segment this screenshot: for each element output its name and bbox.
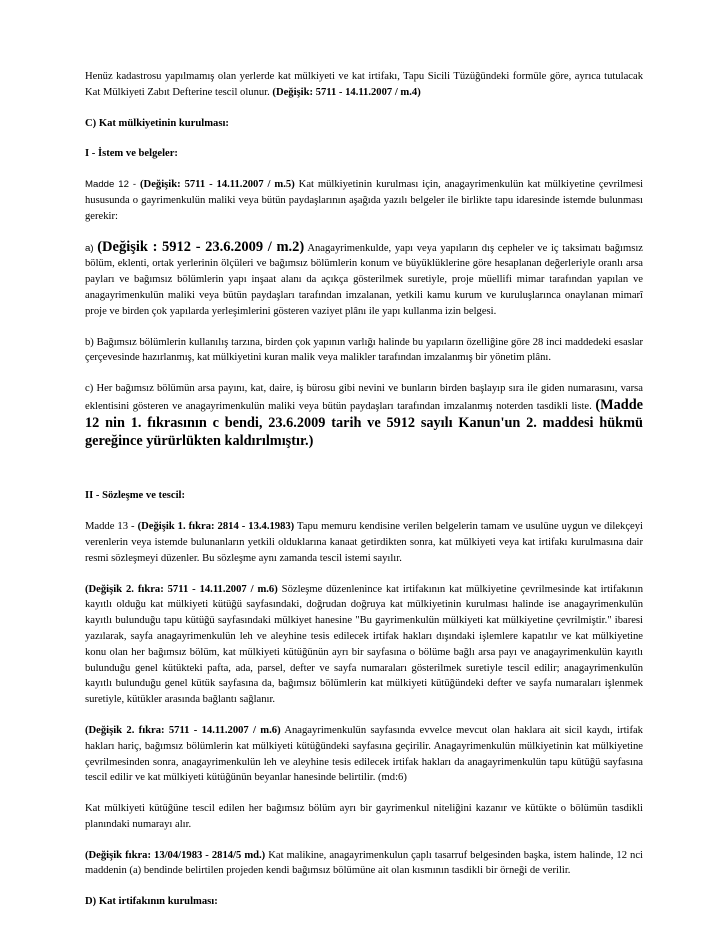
paragraph-c: c) Her bağımsız bölümün arsa payını, kat, daire, iş bürosu gibi nevini ve bunların birden başlayıp sıra ile giden numarasını, varsa eklentisini gösteren ve anagayrimenkulün maliki veya bütün paydaşları tarafından imzalanmış noterden tasdikli liste. (Madde 12 nin 1. fıkrasının c bendi, 23.6.2009 tarih ve 5912 sayılı Kanun'un 2. maddesi hükmü gereğince yürürlükten kaldırılmıştır.) — [85, 383, 643, 449]
heading-ii: II - Sözleşme ve tescil: — [85, 490, 186, 502]
paragraph-madde-13: Madde 13 - (Değişik 1. fıkra: 2814 - 13.4.1983) Tapu memuru kendisine verilen belgelerin tamam ve usulüne uygun ve dilekçeyi verenlerin veya istemde bulunanların yetkili olduklarına kanaat getirdikten sonra, kat mülkiyeti veya kat irtifakı kurulmasına dair resmi sözleşmeyi düzenler. Bu sözleşme aynı zamanda tescil istemi sayılır. — [85, 521, 643, 564]
heading-i: I - İstem ve belgeler: — [85, 148, 178, 160]
paragraph-a: a) (Değişik : 5912 - 23.6.2009 / m.2) Anagayrimenkulde, yapı veya yapıların dış cepheler ve iç taksimatı bağımsız bölüm, eklenti, ortak yerlerinin ölçüleri ve bağımsız bölümlerin konum ve büyüklüklerine göre hesaplanan değerleriyle oranlı arsa payları ve bağımsız bölümlerin yapı inşaat alanı da açıkça gösterilmek suretiyle, proje müellifi mimar tarafından yapılan ve anagayrimenkulün maliki veya bütün paydaşları tarafından imzalanan, yetkili kamu kurum ve kuruluşlarınca onaylanan mimarî proje ve birden çok yapılarda yerleşimlerini gösteren vaziyet plânı ile yapı kullanma izin belgesi. — [85, 238, 643, 317]
heading-c: C) Kat mülkiyetinin kurulması: — [85, 117, 229, 129]
paragraph-degisik-fikra: (Değişik fıkra: 13/04/1983 - 2814/5 md.) Kat malikine, anagayrimenkulun çaplı tasarruf belgesinden başka, istem halinde, 12 nci maddenin (a) bendinde belirtilen projeden kendi bağımsız bölümüne ait olan kısmının tasdikli bir örneği de verilir. — [85, 849, 643, 877]
paragraph-madde-12: Madde 12 - (Değişik: 5711 - 14.11.2007 / m.5) Kat mülkiyetinin kurulması için, anagayrimenkulün kat mülkiyetine çevrilmesi hususunda o gayrimenkulün maliki veya bütün paydaşlarının aşağıda yazılı belgeler ile birlikte tapu idaresinde istemde bulunması gerekir: — [85, 179, 644, 222]
heading-d: D) Kat irtifakının kurulması: — [85, 896, 218, 908]
paragraph-degisik-2-fikra: (Değişik 2. fıkra: 5711 - 14.11.2007 / m.6) Sözleşme düzenlenince kat irtifakının kat mülkiyetine çevrilmesinde kat irtifakının kayıtlı olduğu kat mülkiyeti kütüğü sayfasındaki, doğrudan doğruya kat mülkiyetinin kurulması halinde ise anagayrimenkulün kayıtlı bulunduğu tapu kütüğü sayfasındaki mülkiyet hanesine "Bu gayrimenkulün mülkiyeti kat mülkiyetine çevrilmiştir." ibaresi yazılarak, sayfa anagayrimenkulün leh ve aleyhine tesis edilecek irtifak hakları dışındaki işlemlere kapatılır ve kat mülkiyetine konu olan her bağımsız bölüm, kat mülkiyeti kütüğünün ayrı bir sayfasına o bölüme bağlı arsa payı ve anagayrimenkulün kayıtlı bulunduğu genel kütükteki pafta, ada, parsel, defter ve sayfa numaraları gösterilmek suretiyle tescil edilir; anagayrimenkulün kayıtlı bulunduğu genel kütük sayfasına da, bağımsız bölümlerin kat mülkiyeti kütüğündeki defter ve sayfa numaraları işlenmek suretiyle, kütükler arasında bağlantı sağlanır. — [85, 583, 644, 706]
paragraph-kat-mulkiyeti-kutugu: Kat mülkiyeti kütüğüne tescil edilen her bağımsız bölüm ayrı bir gayrimenkul niteliğini kazanır ve kütükte o bölümün tasdikli planındaki numarayı alır. — [85, 803, 643, 830]
paragraph-degisik-2-fikra-second: (Değişik 2. fıkra: 5711 - 14.11.2007 / m.6) Anagayrimenkulün sayfasında evvelce mevcut olan haklara ait sicil kaydı, irtifak hakları hariç, bağımsız bölümlerin kat mülkiyeti kütüğündeki sayfasına geçirilir. Anagayrimenkulün mülkiyetinin kat mülkiyetine çevrilmesinden sonra, anagayrimenkulün leh ve aleyhine tesis edilecek irtifak hakları da anagayrimenkulün tapu kütüğü sayfasına tescil edilir ve kat mülkiyeti kütüğünün beyanlar hanesinde belirtilir. (md:6) — [85, 724, 643, 784]
paragraph-b: b) Bağımsız bölümlerin kullanılış tarzına, birden çok yapının varlığı halinde bu yapıların özelliğine göre 28 inci maddedeki esaslar çerçevesinde hazırlanmış, kat mülkiyetini kuran malik veya malikler tarafından imzalanmış bir yönetim plânı. — [85, 336, 643, 364]
paragraph-intro: Henüz kadastrosu yapılmamış olan yerlerde kat mülkiyeti ve kat irtifakı, Tapu Sicili Tüzüğündeki formüle göre, ayrıca tutulacak Kat Mülkiyeti Zabıt Defterine tescil olunur. (Değişik: 5711 - 14.11.2007 / m.4) — [85, 71, 643, 98]
